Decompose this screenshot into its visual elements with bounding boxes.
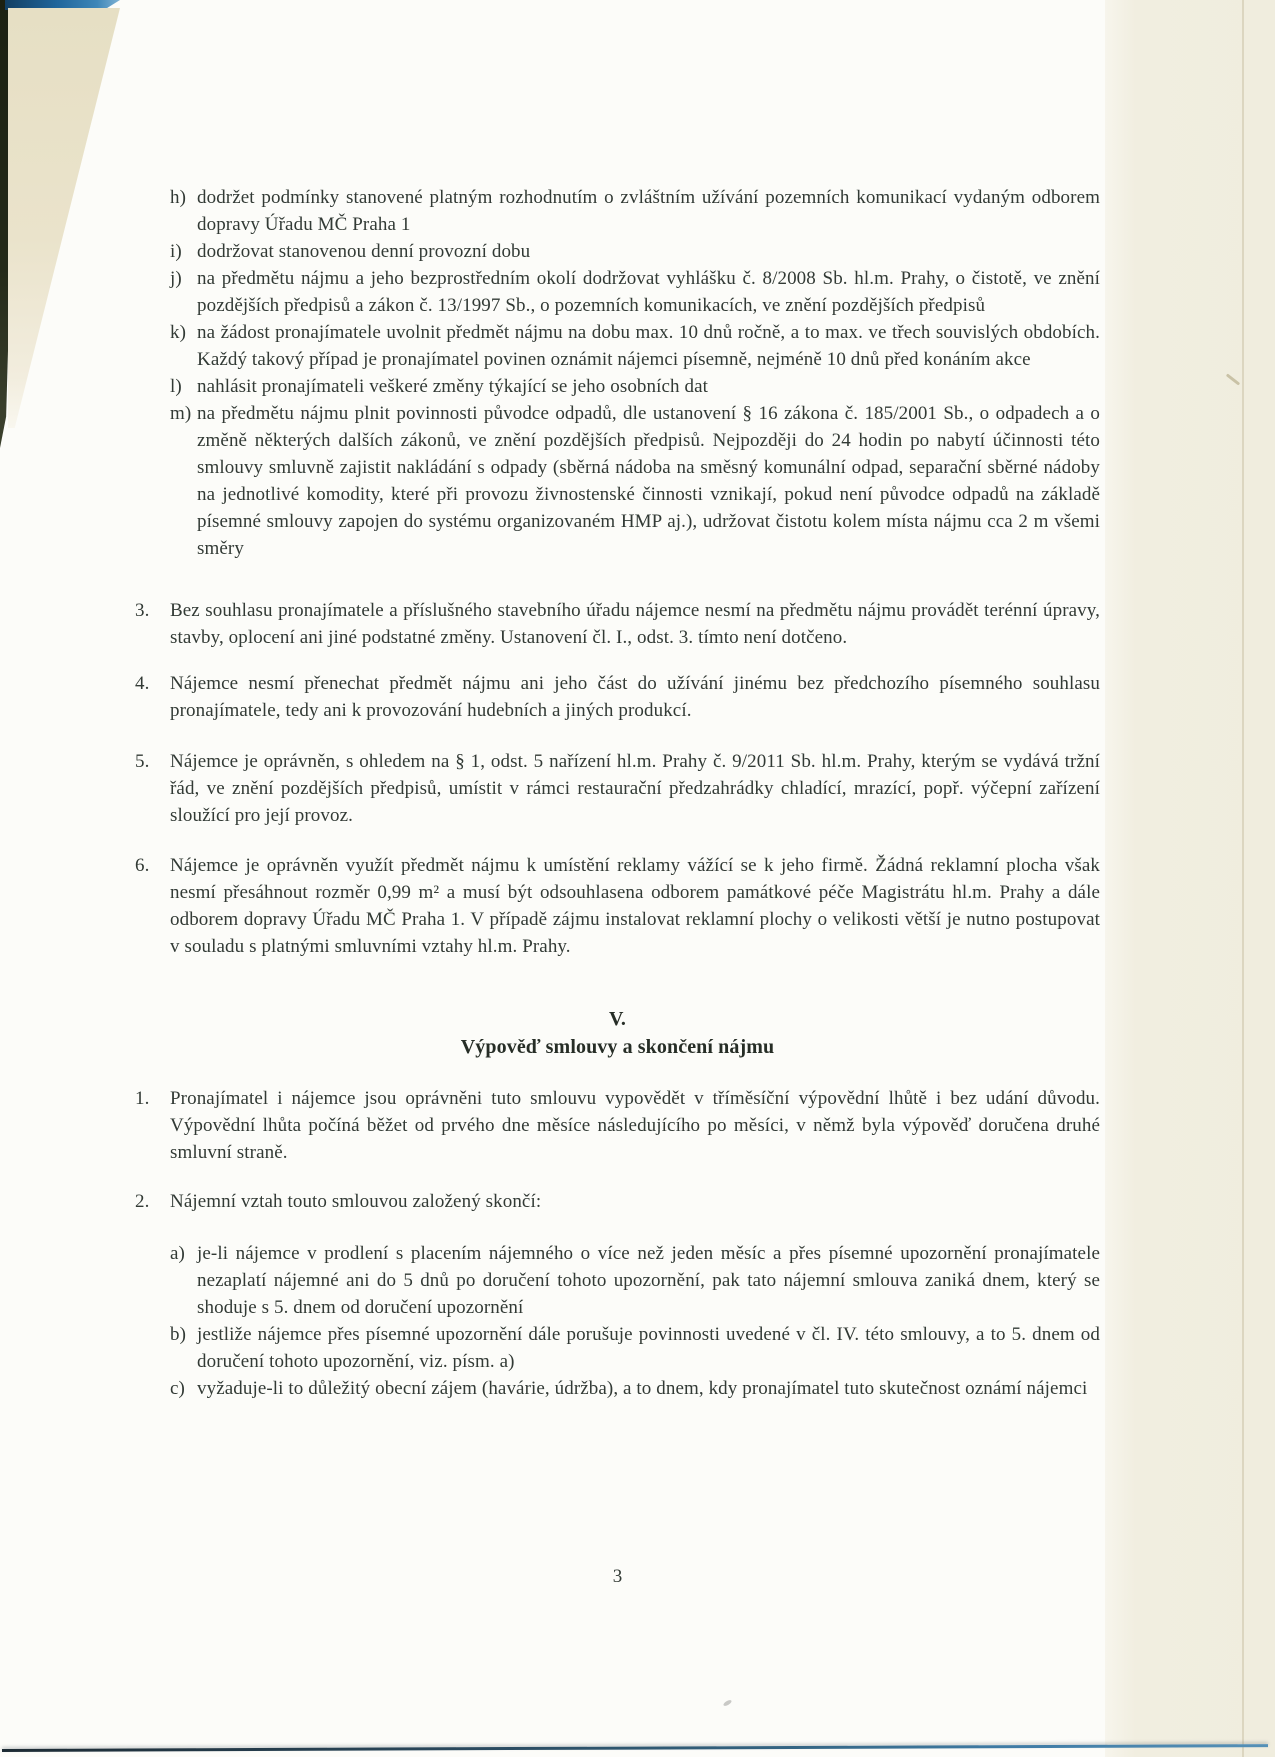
clause-3: [135, 597, 1100, 651]
clause-text: Nájemní vztah touto smlouvou založený skončí:: [170, 1191, 542, 1212]
document-body: [135, 184, 1100, 1402]
obligation-item-j: [135, 265, 1100, 319]
clause-text: Nájemce je oprávněn, s ohledem na § 1, odst. 5 nařízení hl.m. Prahy č. 9/2011 Sb. hl.m. Prahy, kterým se vydává tržní řád, ve znění pozdějších předpisů, umístit v rámci restaurační předzahrádky chladící, mrazící, popř. výčepní zařízení sloužící pro její provoz.: [170, 751, 1100, 826]
list-text: dodržet podmínky stanovené platným rozhodnutím o zvláštním užívání pozemních komunikací vydaným odborem dopravy Úřadu MČ Praha 1: [197, 187, 1100, 235]
scan-corner-fold-wedge: [8, 8, 120, 428]
obligation-item-h: [135, 184, 1100, 238]
scan-crease-mark: [1226, 373, 1240, 385]
obligation-item-i: [135, 238, 1100, 265]
list-text: dodržovat stanovenou denní provozní dobu: [197, 241, 531, 262]
list-text: na žádost pronajímatele uvolnit předmět nájmu na dobu max. 10 dnů ročně, a to max. ve třech souvislých obdobích. Každý takový případ je pronajímatel povinen oznámit nájemci písemně, nejméně 10 dnů před konáním akce: [197, 322, 1100, 370]
list-marker: a): [170, 1243, 185, 1264]
termination-case-b: [135, 1321, 1100, 1375]
list-text: jestliže nájemce přes písemné upozornění dále porušuje povinnosti uvedené v čl. IV. této smlouvy, a to 5. dnem od doručení tohoto upozornění, viz. písm. a): [197, 1324, 1100, 1372]
scan-paper-crease-line: [1242, 0, 1244, 1757]
page-number: 3: [612, 1566, 623, 1587]
clause-number: 4.: [135, 673, 150, 694]
clause-number: 5.: [135, 751, 150, 772]
scan-smudge: [723, 1699, 733, 1707]
section-numeral: V.: [608, 1008, 627, 1030]
clause-number: 1.: [135, 1088, 150, 1109]
list-marker: c): [170, 1378, 185, 1399]
list-text: je-li nájemce v prodlení s placením nájemného o více než jeden měsíc a přes písemné upozornění pronajímatele nezaplatí nájemné ani do 5 dnů po doručení tohoto upozornění, pak tato nájemní smlouva zaniká dnem, který se shoduje s 5. dnem od doručení upozornění: [197, 1243, 1100, 1318]
obligation-item-k: [135, 319, 1100, 373]
list-marker: j): [170, 268, 182, 289]
list-marker: h): [170, 187, 187, 208]
section-v-heading: [135, 1005, 1100, 1061]
clause-4: [135, 670, 1100, 724]
termination-case-a: [135, 1240, 1100, 1321]
list-marker: k): [170, 322, 187, 343]
clause-5: [135, 748, 1100, 829]
list-text: na předmětu nájmu plnit povinnosti původce odpadů, dle ustanovení § 16 zákona č. 185/2001 Sb., o odpadech a o změně některých dalších zákonů, ve znění pozdějších předpisů. Nejpozději do 24 hodin po nabytí účinnosti této smlouvy smluvně zajistit nakládání s odpady (sběrná nádoba na směsný komunální odpad, separační sběrné nádoby na jednotlivé komodity, které při provozu živnostenské činnosti vznikají, pokud není původce odpadů na základě písemné smlouvy zapojen do systému organizovaném HMP aj.), udržovat čistotu kolem místa nájmu cca 2 m všemi směry: [197, 403, 1100, 559]
list-text: na předmětu nájmu a jeho bezprostředním okolí dodržovat vyhlášku č. 8/2008 Sb. hl.m. Prahy, o čistotě, ve znění pozdějších předpisů a zákon č. 13/1997 Sb., o pozemních komunikacích, ve znění pozdějších předpisů: [197, 268, 1100, 316]
list-marker: m): [170, 403, 192, 424]
list-marker: i): [170, 241, 182, 262]
list-marker: l): [170, 376, 182, 397]
list-marker: b): [170, 1324, 187, 1345]
section-v-clause-1: [135, 1085, 1100, 1166]
clause-number: 3.: [135, 600, 150, 621]
clause-number: 6.: [135, 855, 150, 876]
list-text: nahlásit pronajímateli veškeré změny týkající se jeho osobních dat: [197, 376, 708, 397]
scan-paper-edge-right: [1105, 0, 1275, 1757]
clause-text: Nájemce nesmí přenechat předmět nájmu ani jeho část do užívání jinému bez předchozího písemného souhlasu pronajímatele, tedy ani k provozování hudebních a jiných produkcí.: [170, 673, 1100, 721]
list-text: vyžaduje-li to důležitý obecní zájem (havárie, údržba), a to dnem, kdy pronajímatel tuto skutečnost oznámí nájemci: [197, 1378, 1088, 1399]
clause-text: Pronajímatel i nájemce jsou oprávněni tuto smlouvu vypovědět v tříměsíční výpovědní lhůtě i bez udání důvodu. Výpovědní lhůta počíná běžet od prvého dne měsíce následujícího po měsíci, v němž byla výpověď doručena druhé smluvní straně.: [170, 1088, 1100, 1163]
obligation-item-m: [135, 400, 1100, 562]
clause-text: Bez souhlasu pronajímatele a příslušného stavebního úřadu nájemce nesmí na předmětu nájmu provádět terénní úpravy, stavby, oplocení ani jiné podstatné změny. Ustanovení čl. I., odst. 3. tímto není dotčeno.: [170, 600, 1100, 648]
section-v-clause-2: [135, 1188, 1100, 1215]
clause-number: 2.: [135, 1191, 150, 1212]
obligation-item-l: [135, 373, 1100, 400]
termination-case-c: [135, 1375, 1100, 1402]
section-title: Výpověď smlouvy a skončení nájmu: [460, 1036, 775, 1058]
scan-bottom-edge-line: [2, 1744, 1268, 1752]
clause-text: Nájemce je oprávněn využít předmět nájmu k umístění reklamy vážící se k jeho firmě. Žádná reklamní plocha však nesmí přesáhnout rozměr 0,99 m² a musí být odsouhlasena odborem památkové péče Magistrátu hl.m. Prahy a dále odborem dopravy Úřadu MČ Praha 1. V případě zájmu instalovat reklamní plochy o velikosti větší je nutno postupovat v souladu s platnými smluvními vztahy hl.m. Prahy.: [170, 855, 1100, 957]
clause-6: [135, 852, 1100, 960]
